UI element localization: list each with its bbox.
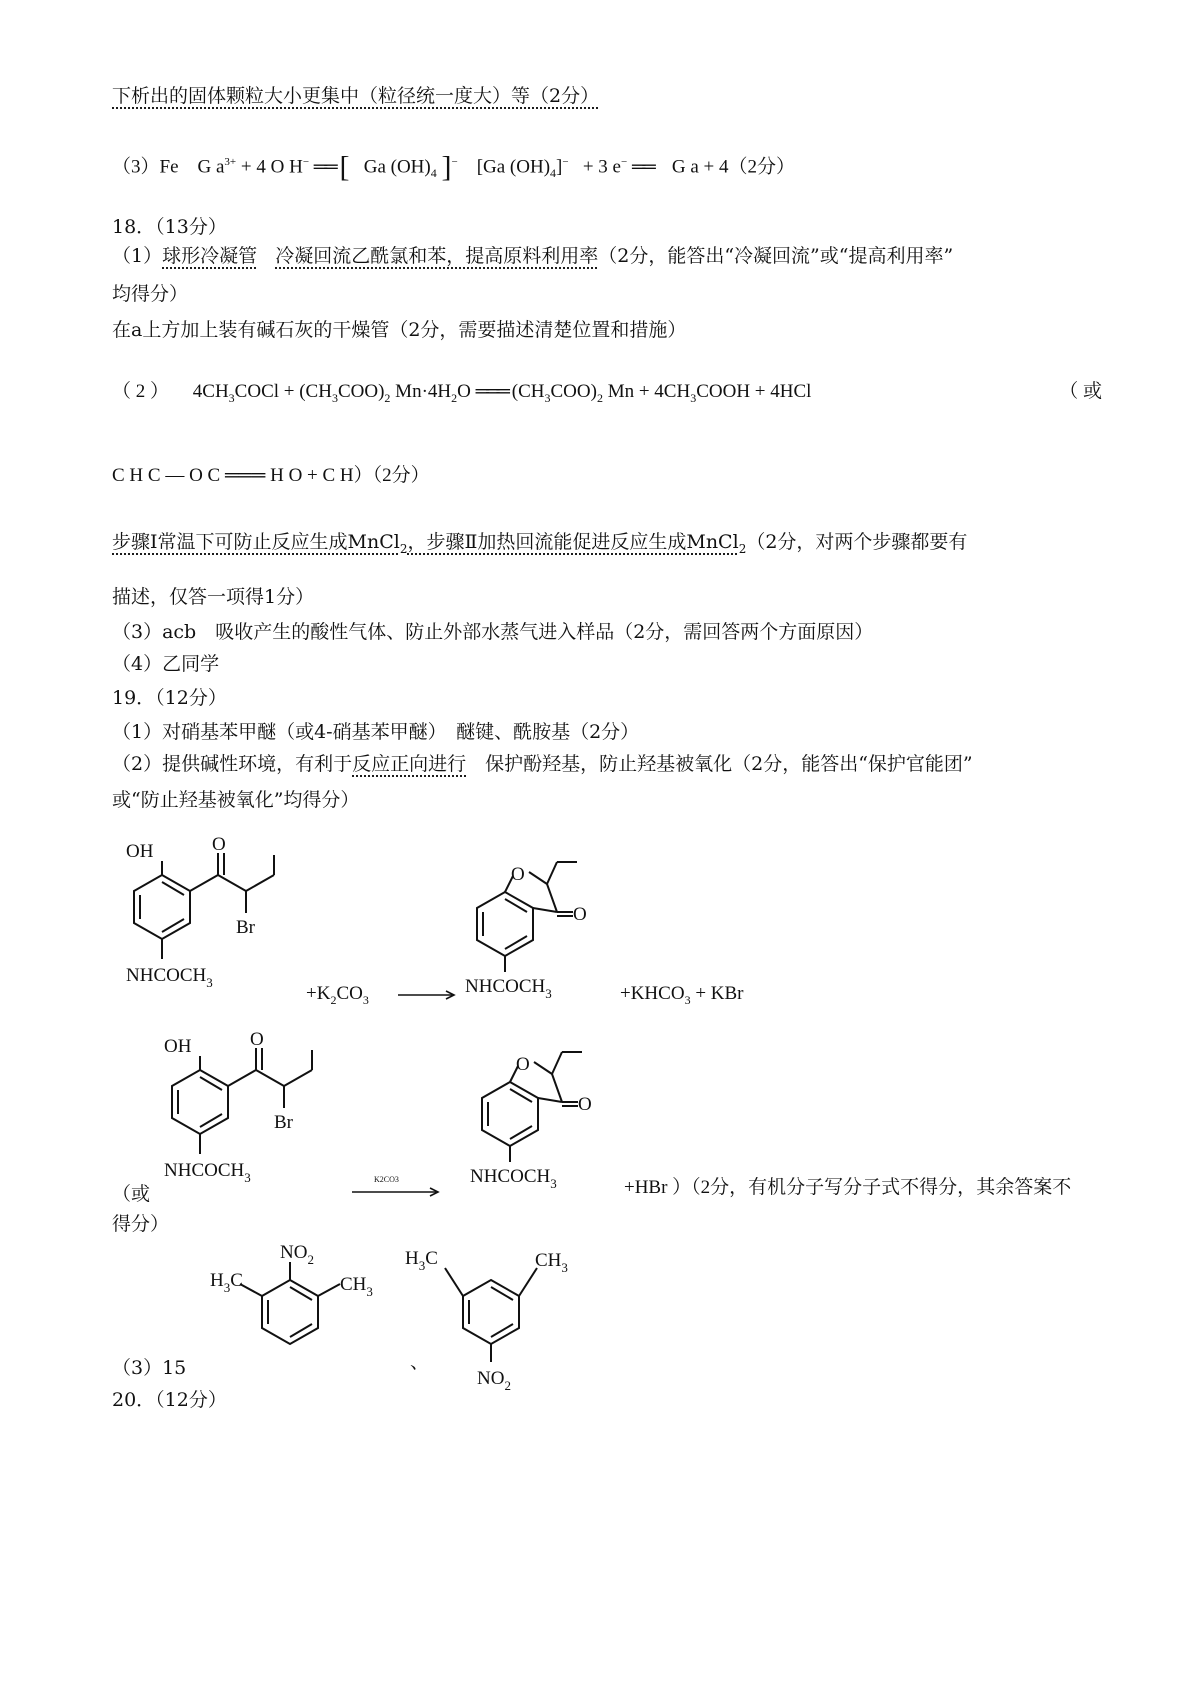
ch3-right-label: $CH_3$ (535, 1250, 568, 1275)
rxn1-reagent: $+K_2CO_3$ (306, 983, 369, 1007)
rxn2-tail: +HBr ）（2分，有机分子写分子式不得分，其余答案不 (624, 1177, 1072, 1198)
q19-part3: （3）15 (112, 1357, 187, 1379)
br-label: Br (236, 917, 255, 938)
q18-part2-steps-cont: 描述，仅答一项得1分） (112, 586, 315, 608)
nhcoch3-label: $NHCOCH_3$ (470, 1166, 557, 1190)
reactant-structure-1 (112, 835, 312, 990)
structure-separator: 、 (410, 1351, 430, 1373)
ring-o-label: O (511, 864, 525, 885)
q18-part1-cont: 均得分） (112, 283, 189, 305)
ketone-o-label: O (573, 904, 587, 925)
oh-label: OH (164, 1036, 192, 1057)
br-label: Br (274, 1112, 293, 1133)
q18-part2-alt-equation: C H C — O C ═══ H O + C H）（2分） (112, 465, 430, 486)
q19-part1: （1）对硝基苯甲醚（或4-硝基苯甲醚） 醚键、酰胺基（2分） (112, 721, 640, 743)
nhcoch3-label: $NHCOCH_3$ (465, 976, 552, 1000)
q17-part3-equation: （3）Fe G $a^{3+} + 4$ O H− ══ [ Ga $(OH)_4$ ]− [Ga $(OH)_4]^-$ + 3 e− ══ G a + 4（2分） (112, 150, 796, 184)
oh-label: OH (126, 841, 154, 862)
no2-label: $NO_2$ (280, 1242, 314, 1267)
q18-part2-steps: 步骤Ⅰ常温下可防止反应生成MnCl$_2$，步骤Ⅱ加热回流能促进反应生成MnCl$_2$（2分，对两个步骤都要有 (112, 531, 968, 556)
q18-part1-line2: 在a上方加上装有碱石灰的干燥管（2分，需要描述清楚位置和措施） (112, 319, 687, 341)
q18-part1: （1）球形冷凝管 冷凝回流乙酰氯和苯，提高原料利用率（2分，能答出“冷凝回流”或“提高利用率” (112, 245, 954, 267)
q18-part4: （4）乙同学 (112, 653, 220, 675)
ketone-o-label: O (212, 835, 226, 855)
catalyst-label: K2CO3 (374, 1175, 399, 1184)
rxn1-arrow (396, 985, 458, 1005)
nitroxylene-structure-2 (405, 1240, 595, 1400)
q20-header: 20．（12分） (112, 1389, 227, 1411)
top-line-text: 下析出的固体颗粒大小更集中（粒径统一度大）等（2分） (112, 85, 600, 107)
q19-part2: （2）提供碱性环境，有利于反应正向进行 保护酚羟基，防止羟基被氧化（2分，能答出“保护官能团” (112, 753, 973, 775)
ketone-o-label: O (578, 1094, 592, 1115)
no2-label: $NO_2$ (477, 1368, 511, 1393)
ring-o-label: O (516, 1054, 530, 1075)
product-structure-2 (470, 1050, 630, 1190)
rxn2-prefix: （或 (112, 1183, 151, 1205)
q18-part3: （3）acb 吸收产生的酸性气体、防止外部水蒸气进入样品（2分，需回答两个方面原因） (112, 621, 874, 643)
top-line (112, 84, 599, 108)
q18-header: 18．（13分） (112, 216, 227, 238)
nhcoch3-label: $NHCOCH_3$ (164, 1160, 251, 1185)
ketone-o-label: O (250, 1030, 264, 1050)
nhcoch3-label: $NHCOCH_3$ (126, 965, 213, 990)
rxn2-tail-cont: 得分） (112, 1213, 170, 1235)
q18-part2-equation: （ 2 ） $4CH_3COCl + (CH_3COO)_2$ $Mn\cdot 4H_2O$ ═══ $(CH_3COO)_2$ $Mn + 4CH_3COOH + 4HCl$ （ 或 (112, 381, 1102, 405)
product-structure-1 (465, 860, 625, 1000)
nitroxylene-structure-1 (210, 1240, 390, 1380)
q19-header: 19．（12分） (112, 687, 227, 709)
rxn2-arrow (350, 1172, 442, 1202)
rxn1-byproducts: $+KHCO_3$ + KBr (620, 983, 744, 1007)
q19-part2-cont: 或“防止羟基被氧化”均得分） (112, 789, 360, 811)
ch3-left-label: $H_3C$ (405, 1248, 438, 1273)
ch3-right-label: $CH_3$ (340, 1274, 373, 1299)
ch3-left-label: $H_3C$ (210, 1270, 243, 1295)
reactant-structure-2 (150, 1030, 350, 1185)
